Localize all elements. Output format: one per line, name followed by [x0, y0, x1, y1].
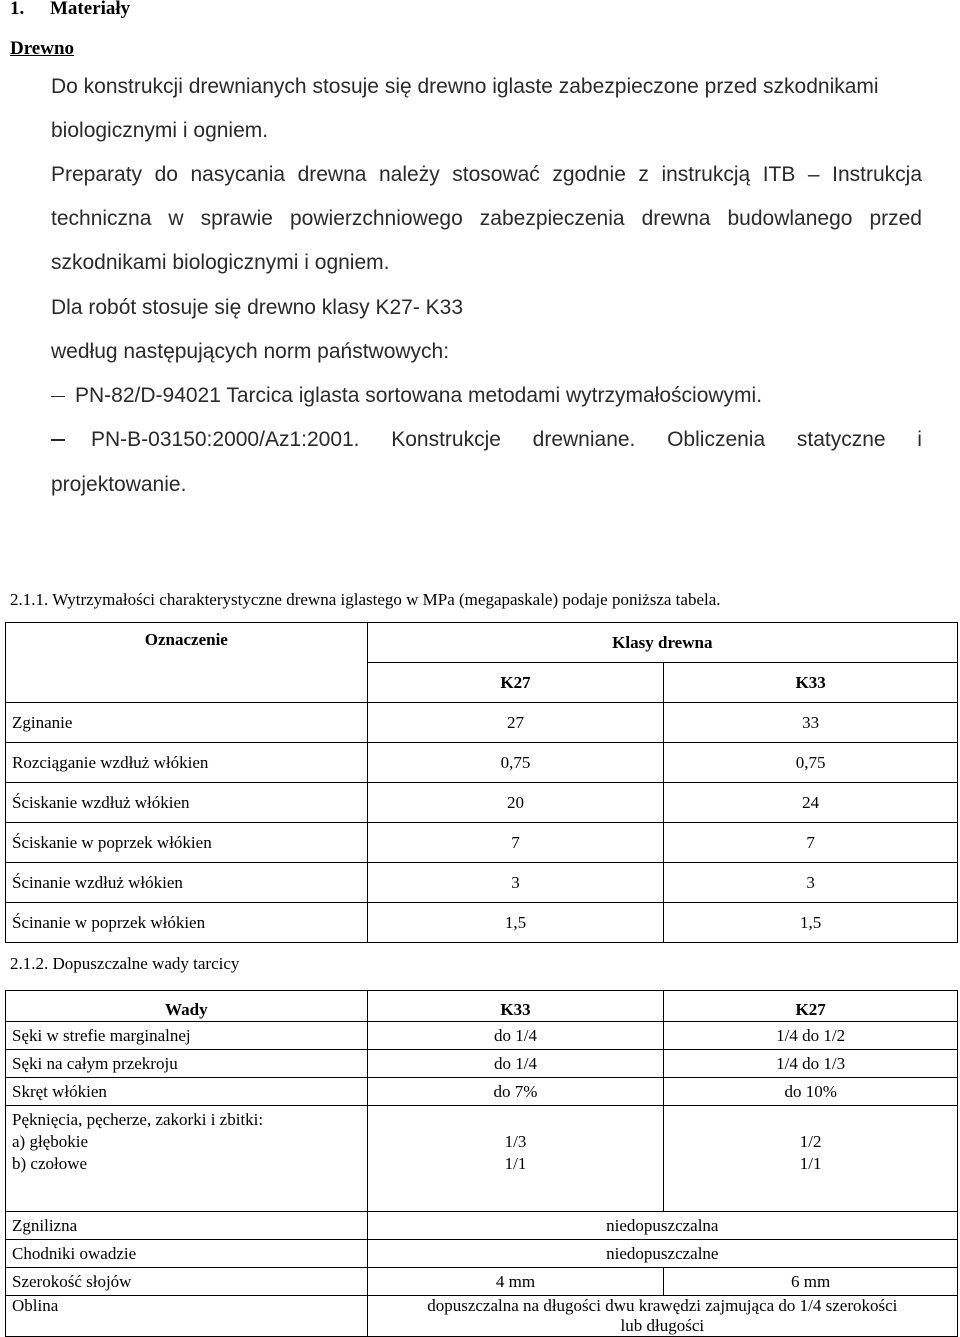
table-row: [6, 783, 958, 823]
paragraph-line: biologicznymi i ogniem.: [51, 119, 269, 142]
cell-k33: do 7%: [367, 1078, 664, 1106]
table-row: [6, 1240, 958, 1268]
norm-word: Obliczenia: [667, 428, 766, 451]
cell-k33: 24: [664, 783, 958, 823]
cell-k27: [664, 1106, 958, 1212]
cell-k33: do 1/4: [367, 1022, 664, 1050]
cell-k33: 7: [664, 823, 958, 863]
cell-merged: niedopuszczalna: [367, 1212, 957, 1240]
norm-continuation: projektowanie.: [51, 473, 187, 496]
norm-text: PN-82/D-94021 Tarcica iglasta sortowana metodami wytrzymałościowymi.: [75, 384, 763, 407]
table-row: [6, 903, 958, 943]
row-label: Rozciąganie wzdłuż włókien: [6, 743, 368, 783]
table-row: [6, 1296, 958, 1337]
cracks-label: Pęknięcia, pęcherze, zakorki i zbitki:: [12, 1110, 264, 1129]
row-label: Ściskanie wzdłuż włókien: [6, 783, 368, 823]
norm-word: Konstrukcje: [391, 428, 501, 451]
row-label: Sęki na całym przekroju: [6, 1050, 368, 1078]
paragraph-line: szkodnikami biologicznymi i ogniem.: [51, 251, 390, 274]
norm-word: statyczne: [796, 428, 886, 451]
row-label: Szerokość słojów: [6, 1268, 368, 1296]
defects-table: [5, 990, 958, 1337]
cell-value: 1/2: [799, 1132, 822, 1151]
table2-caption: 2.1.2. Dopuszczalne wady tarcicy: [10, 954, 240, 973]
cell-k27: 0,75: [367, 743, 664, 783]
cell-k33: 33: [664, 703, 958, 743]
table-row: [6, 703, 958, 743]
subsection-heading: Drewno: [10, 38, 75, 59]
row-label: Ścinanie wzdłuż włókien: [6, 863, 368, 903]
row-label: Ściskanie w poprzek włókien: [6, 823, 368, 863]
header-designation: Oznaczenie: [6, 623, 368, 703]
table-row: [6, 1050, 958, 1078]
cell-k27: do 10%: [664, 1078, 958, 1106]
cell-k33: 1,5: [664, 903, 958, 943]
cell-k33: 3: [664, 863, 958, 903]
row-label: Zgnilizna: [6, 1212, 368, 1240]
cracks-label-deep: a) głębokie: [12, 1132, 88, 1151]
norm-item-1: [51, 384, 762, 408]
paragraph-line: techniczna w sprawie powierzchniowego zabezpieczenia drewna budowlanego przed: [51, 207, 922, 230]
row-label-cracks: [6, 1106, 368, 1212]
cell-k33: 4 mm: [367, 1268, 664, 1296]
header-defects: Wady: [6, 991, 368, 1022]
cell-k33: do 1/4: [367, 1050, 664, 1078]
table-row: [6, 1268, 958, 1296]
table-row: [6, 1022, 958, 1050]
strength-table: [5, 622, 958, 943]
cell-k27: 1/4 do 1/2: [664, 1022, 958, 1050]
table-row: [6, 1078, 958, 1106]
table-row: [6, 743, 958, 783]
cell-k27: 7: [367, 823, 664, 863]
table-row: [6, 1106, 958, 1212]
section-title: Materiały: [50, 0, 131, 19]
dash-bullet: [51, 396, 65, 398]
norm-word: i: [917, 428, 922, 451]
cracks-label-end: b) czołowe: [12, 1154, 88, 1173]
cell-k27: 3: [367, 863, 664, 903]
cell-k27: 6 mm: [664, 1268, 958, 1296]
norms-intro: według następujących norm państwowych:: [51, 340, 450, 363]
row-label: Chodniki owadzie: [6, 1240, 368, 1268]
cell-merged: niedopuszczalne: [367, 1240, 957, 1268]
row-label: Ścinanie w poprzek włókien: [6, 903, 368, 943]
norm-item-2: [51, 428, 922, 452]
cell-k27: 20: [367, 783, 664, 823]
header-k27: K27: [664, 991, 958, 1022]
table-row: [6, 823, 958, 863]
table1-caption: 2.1.1. Wytrzymałości charakterystyczne drewna iglastego w MPa (megapaskale) podaje poniższa tabela.: [10, 590, 721, 609]
norm-word: drewniane.: [532, 428, 636, 451]
cell-value: 1/1: [504, 1154, 527, 1173]
section-heading: [10, 0, 130, 20]
section-number: 1.: [10, 0, 25, 19]
cell-k27: 1/4 do 1/3: [664, 1050, 958, 1078]
norm-code: PN-B-03150:2000/Az1:2001.: [91, 428, 360, 451]
header-k33: K33: [367, 991, 664, 1022]
row-label: Zginanie: [6, 703, 368, 743]
header-k33: K33: [664, 663, 958, 703]
row-label: Skręt włókien: [6, 1078, 368, 1106]
cell-k33: 0,75: [664, 743, 958, 783]
header-k27: K27: [367, 663, 664, 703]
wood-class-line: Dla robót stosuje się drewno klasy K27- K33: [51, 296, 464, 319]
cell-k33: [367, 1106, 664, 1212]
dash-bullet: [51, 439, 65, 441]
cell-value: lub długości: [620, 1316, 705, 1335]
cell-value: dopuszczalna na długości dwu krawędzi zajmująca do 1/4 szerokości: [427, 1296, 898, 1315]
cell-k27: 1,5: [367, 903, 664, 943]
row-label: Oblina: [6, 1296, 368, 1337]
cell-value: 1/3: [504, 1132, 527, 1151]
header-wood-classes: Klasy drewna: [367, 623, 957, 663]
cell-value: 1/1: [799, 1154, 822, 1173]
paragraph-line: Do konstrukcji drewnianych stosuje się drewno iglaste zabezpieczone przed szkodnikami: [51, 75, 879, 98]
row-label: Sęki w strefie marginalnej: [6, 1022, 368, 1050]
paragraph-line: Preparaty do nasycania drewna należy stosować zgodnie z instrukcją ITB – Instrukcja: [51, 163, 922, 186]
cell-k27: 27: [367, 703, 664, 743]
cell-merged: [367, 1296, 957, 1337]
table-row: [6, 1212, 958, 1240]
table-row: [6, 863, 958, 903]
